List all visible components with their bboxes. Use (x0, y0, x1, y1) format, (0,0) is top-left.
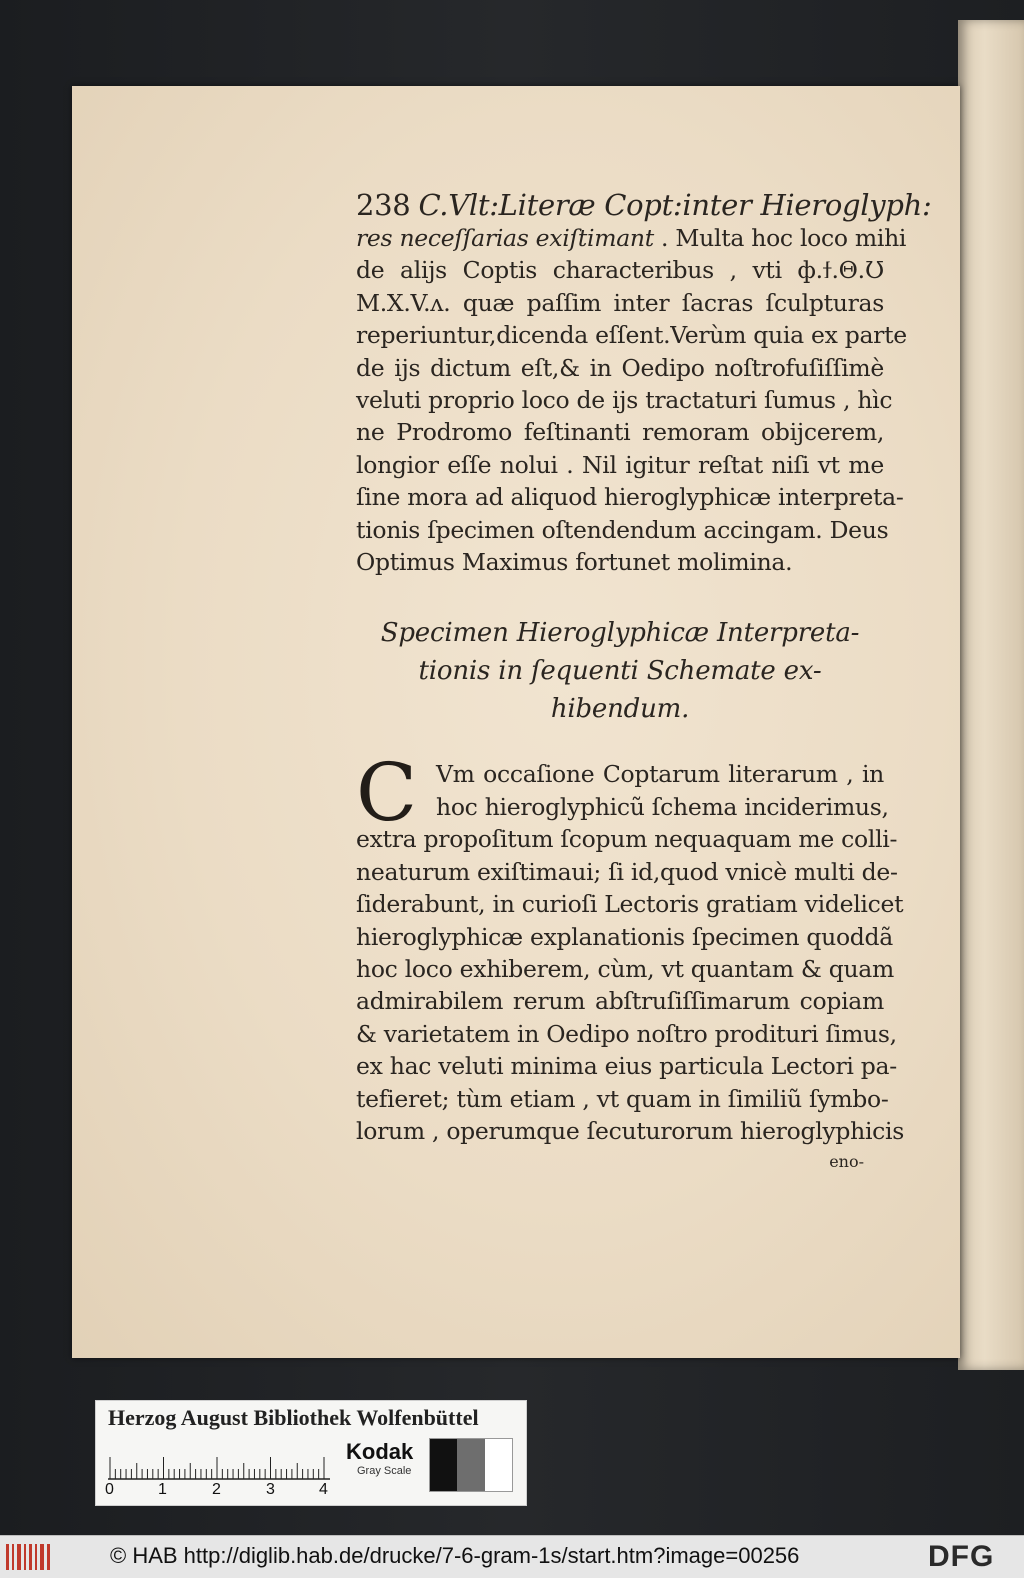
ruler-number: 0 (105, 1481, 114, 1498)
page-text (356, 188, 932, 1173)
text-line: lorum , operumque ſecuturorum hieroglyphicis (356, 1116, 905, 1145)
section-title-line: tionis in ſequenti Schemate ex- (418, 656, 822, 687)
text-line: ex hac veluti minima eius particula Lectori pa- (356, 1052, 897, 1081)
text-line: M.X.V.ʌ. quæ paſſim inter ſacras ſculpturas (356, 288, 884, 317)
dfg-logo: DFG (928, 1540, 995, 1573)
text-line: Optimus Maximus fortunet molimina. (356, 548, 793, 577)
institution-label: Herzog August Bibliothek Wolfenbüttel (108, 1405, 479, 1430)
text-line: admirabilem rerum abſtruſiſſimarum copiam (356, 987, 884, 1016)
ruler-number: 4 (319, 1481, 328, 1498)
text-line: hieroglyphicæ explanationis ſpecimen quoddã (356, 922, 893, 951)
ruler-number: 2 (212, 1481, 221, 1498)
italic-phrase: res neceſſarias exiſtimant (356, 224, 654, 252)
ruler-icon (108, 1445, 338, 1483)
gray-swatches (429, 1438, 513, 1492)
section-title-line: hibendum. (550, 694, 690, 725)
catchword: eno- (829, 1152, 864, 1172)
line-text: . Multa hoc loco mihi (653, 224, 907, 252)
paragraph-1 (356, 222, 907, 578)
text-line: ſine mora ad aliquod hieroglyphicæ interpreta- (356, 483, 904, 512)
text-line: tefieret; tùm etiam , vt quam in ſimiliũ ſymbo- (356, 1084, 889, 1113)
section-title-line: Specimen Hieroglyphicæ Interpreta- (380, 618, 860, 649)
text-line: reperiuntur,dicenda eſſent.Verùm quia ex parte (356, 321, 907, 350)
text-line: tionis ſpecimen oſtendendum accingam. Deus (356, 515, 889, 544)
paragraph-2 (356, 746, 905, 1147)
text-line: & varietatem in Oedipo noſtro prodituri ſimus, (356, 1019, 897, 1048)
text-line: ſiderabunt, in curioſi Lectoris gratiam videlicet (356, 890, 904, 919)
text-line (356, 222, 907, 254)
adjacent-page-edge (958, 20, 1024, 1370)
text-line: de ijs dictum eſt,& in Oedipo noſtrofuſiſſimè (356, 353, 884, 382)
source-credit: © HAB http://diglib.hab.de/drucke/7-6-gram-1s/start.htm?image=00256 (110, 1543, 800, 1568)
text-line: neaturum exiſtimaui; ſi id,quod vnicè multi de- (356, 857, 898, 886)
running-head-text: C.Vlt:Literæ Copt:inter Hieroglyph: (418, 188, 932, 222)
text-line: Vm occaſione Coptarum literarum , in (436, 760, 884, 789)
swatch-gray (457, 1439, 484, 1491)
ruler-numbers (105, 1481, 338, 1501)
text-line: extra propoſitum ſcopum nequaquam me colli- (356, 825, 898, 854)
text-line: hoc loco exhiberem, cùm, vt quantam & quam (356, 954, 894, 983)
ruler-number: 3 (266, 1481, 275, 1498)
kodak-logo: Kodak (346, 1439, 414, 1464)
hab-barcode-icon (6, 1544, 50, 1570)
text-line: veluti proprio loco de ijs tractaturi ſumus , hìc (356, 386, 893, 415)
ruler-number: 1 (158, 1481, 167, 1498)
swatch-black (430, 1439, 457, 1491)
calibration-card (95, 1400, 527, 1506)
gray-scale-label: Gray Scale (357, 1465, 412, 1477)
drop-cap: C (356, 746, 418, 840)
text-line: ne Prodromo feſtinanti remoram obijcerem, (356, 418, 884, 447)
viewer-footer (0, 1535, 1024, 1578)
page-number: 238 (356, 188, 411, 222)
text-line: longior eſſe nolui . Nil igitur reſtat niſi vt me (356, 450, 884, 479)
section-title (356, 614, 884, 728)
swatch-white (485, 1439, 512, 1491)
running-head (356, 188, 932, 222)
text-line: hoc hieroglyphicũ ſchema inciderimus, (436, 792, 889, 821)
text-line: de alijs Coptis characteribus , vti ф.ϯ.Θ.Ʊ (356, 256, 884, 285)
